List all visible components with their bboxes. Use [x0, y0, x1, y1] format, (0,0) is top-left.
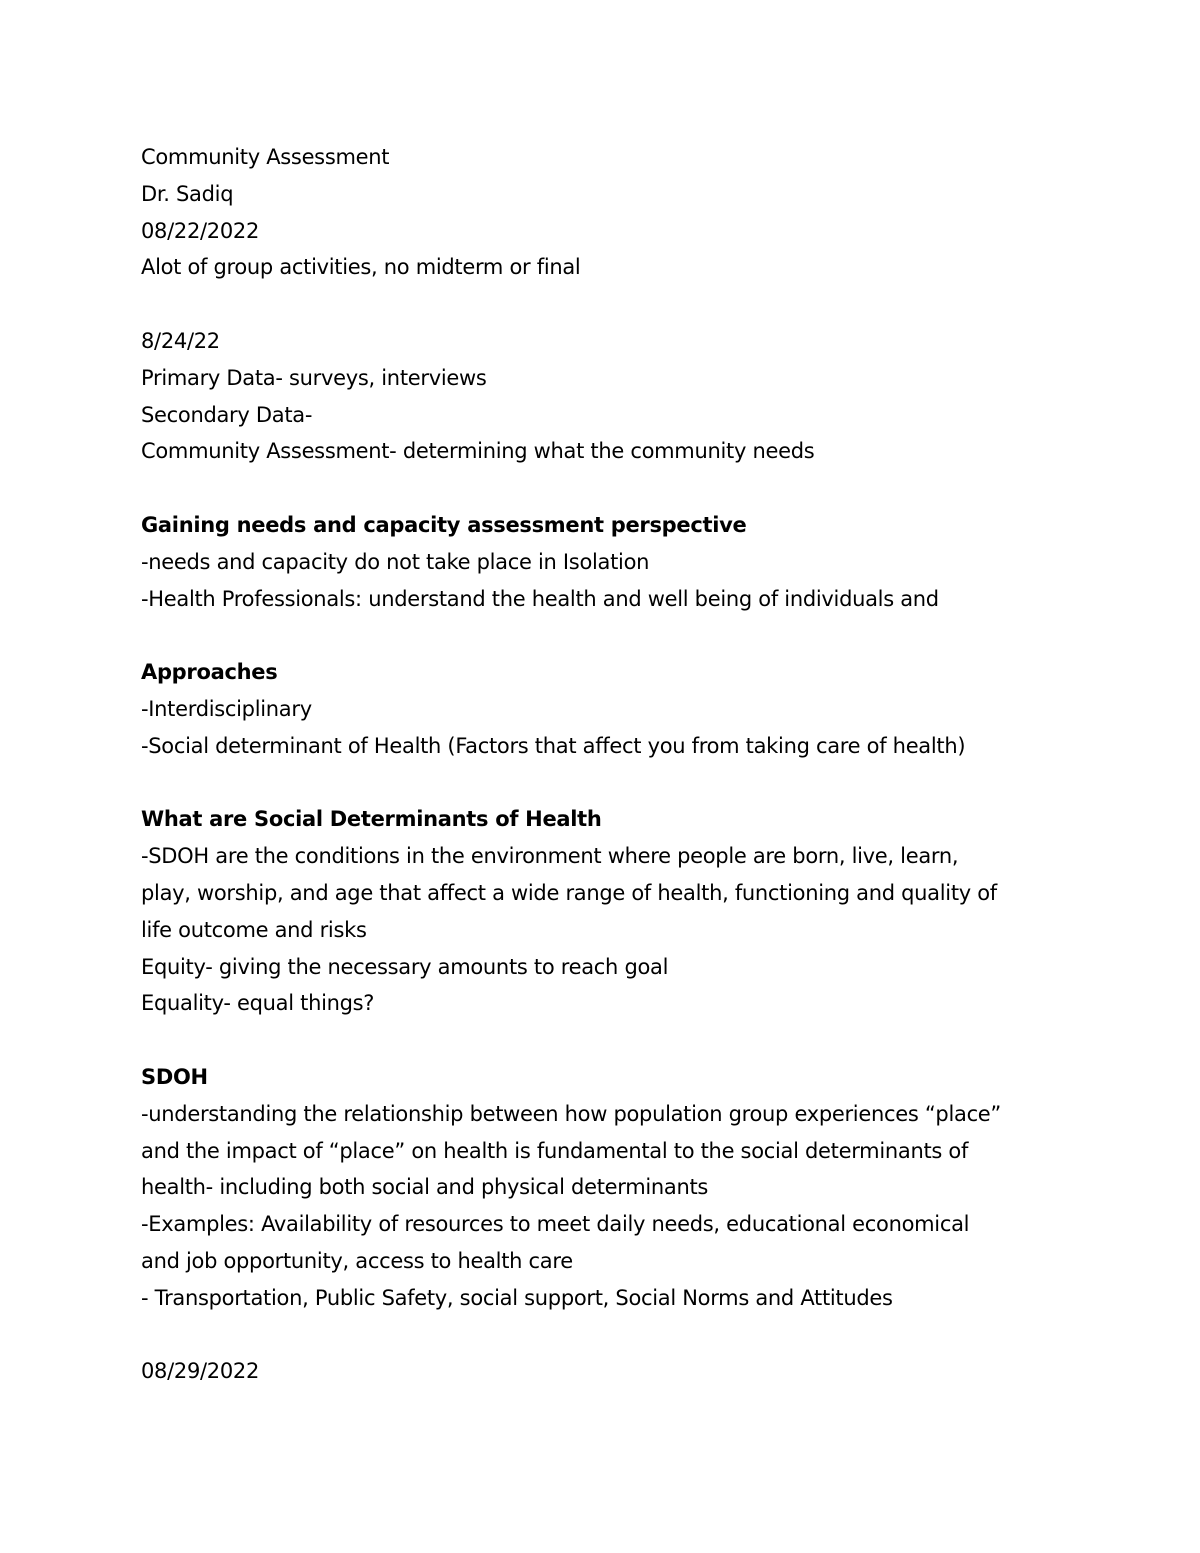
note-line: -Social determinant of Health (Factors that affect you from taking care of health) — [141, 733, 966, 758]
spacer — [141, 286, 1081, 323]
note-line: and the impact of “place” on health is fundamental to the social determinants of — [141, 1138, 969, 1163]
section-heading: SDOH — [141, 1064, 208, 1089]
session-date: 08/29/2022 — [141, 1359, 260, 1384]
spacer — [141, 470, 1081, 507]
section-heading: Gaining needs and capacity assessment perspective — [141, 512, 747, 537]
note-line: -Health Professionals: understand the health and well being of individuals and — [141, 586, 939, 611]
note-line: Secondary Data- — [141, 402, 313, 427]
document-body — [141, 139, 1081, 1390]
note-line: -SDOH are the conditions in the environment where people are born, live, learn, — [141, 844, 959, 869]
spacer — [141, 765, 1081, 802]
note-line: Primary Data- surveys, interviews — [141, 365, 487, 390]
session-date: 08/22/2022 — [141, 218, 260, 243]
section-heading: Approaches — [141, 660, 278, 685]
note-line: and job opportunity, access to health care — [141, 1248, 573, 1273]
course-note: Alot of group activities, no midterm or final — [141, 255, 581, 280]
note-line: -Examples: Availability of resources to meet daily needs, educational economical — [141, 1212, 970, 1237]
spacer — [141, 617, 1081, 654]
note-line: health- including both social and physical determinants — [141, 1175, 709, 1200]
note-line: -Interdisciplinary — [141, 696, 312, 721]
note-line: -understanding the relationship between how population group experiences “place” — [141, 1101, 1002, 1126]
section-heading: What are Social Determinants of Health — [141, 807, 602, 832]
note-line: Community Assessment- determining what the community needs — [141, 439, 815, 464]
note-line: Equity- giving the necessary amounts to reach goal — [141, 954, 669, 979]
spacer — [141, 1022, 1081, 1059]
note-line: life outcome and risks — [141, 917, 367, 942]
document-title: Community Assessment — [141, 145, 390, 169]
note-line: play, worship, and age that affect a wide range of health, functioning and quality of — [141, 880, 997, 905]
instructor-name: Dr. Sadiq — [141, 181, 234, 206]
note-line: -needs and capacity do not take place in Isolation — [141, 549, 650, 574]
note-line: Equality- equal things? — [141, 991, 375, 1016]
note-line: - Transportation, Public Safety, social support, Social Norms and Attitudes — [141, 1285, 893, 1310]
session-date: 8/24/22 — [141, 328, 220, 353]
spacer — [141, 1317, 1081, 1354]
